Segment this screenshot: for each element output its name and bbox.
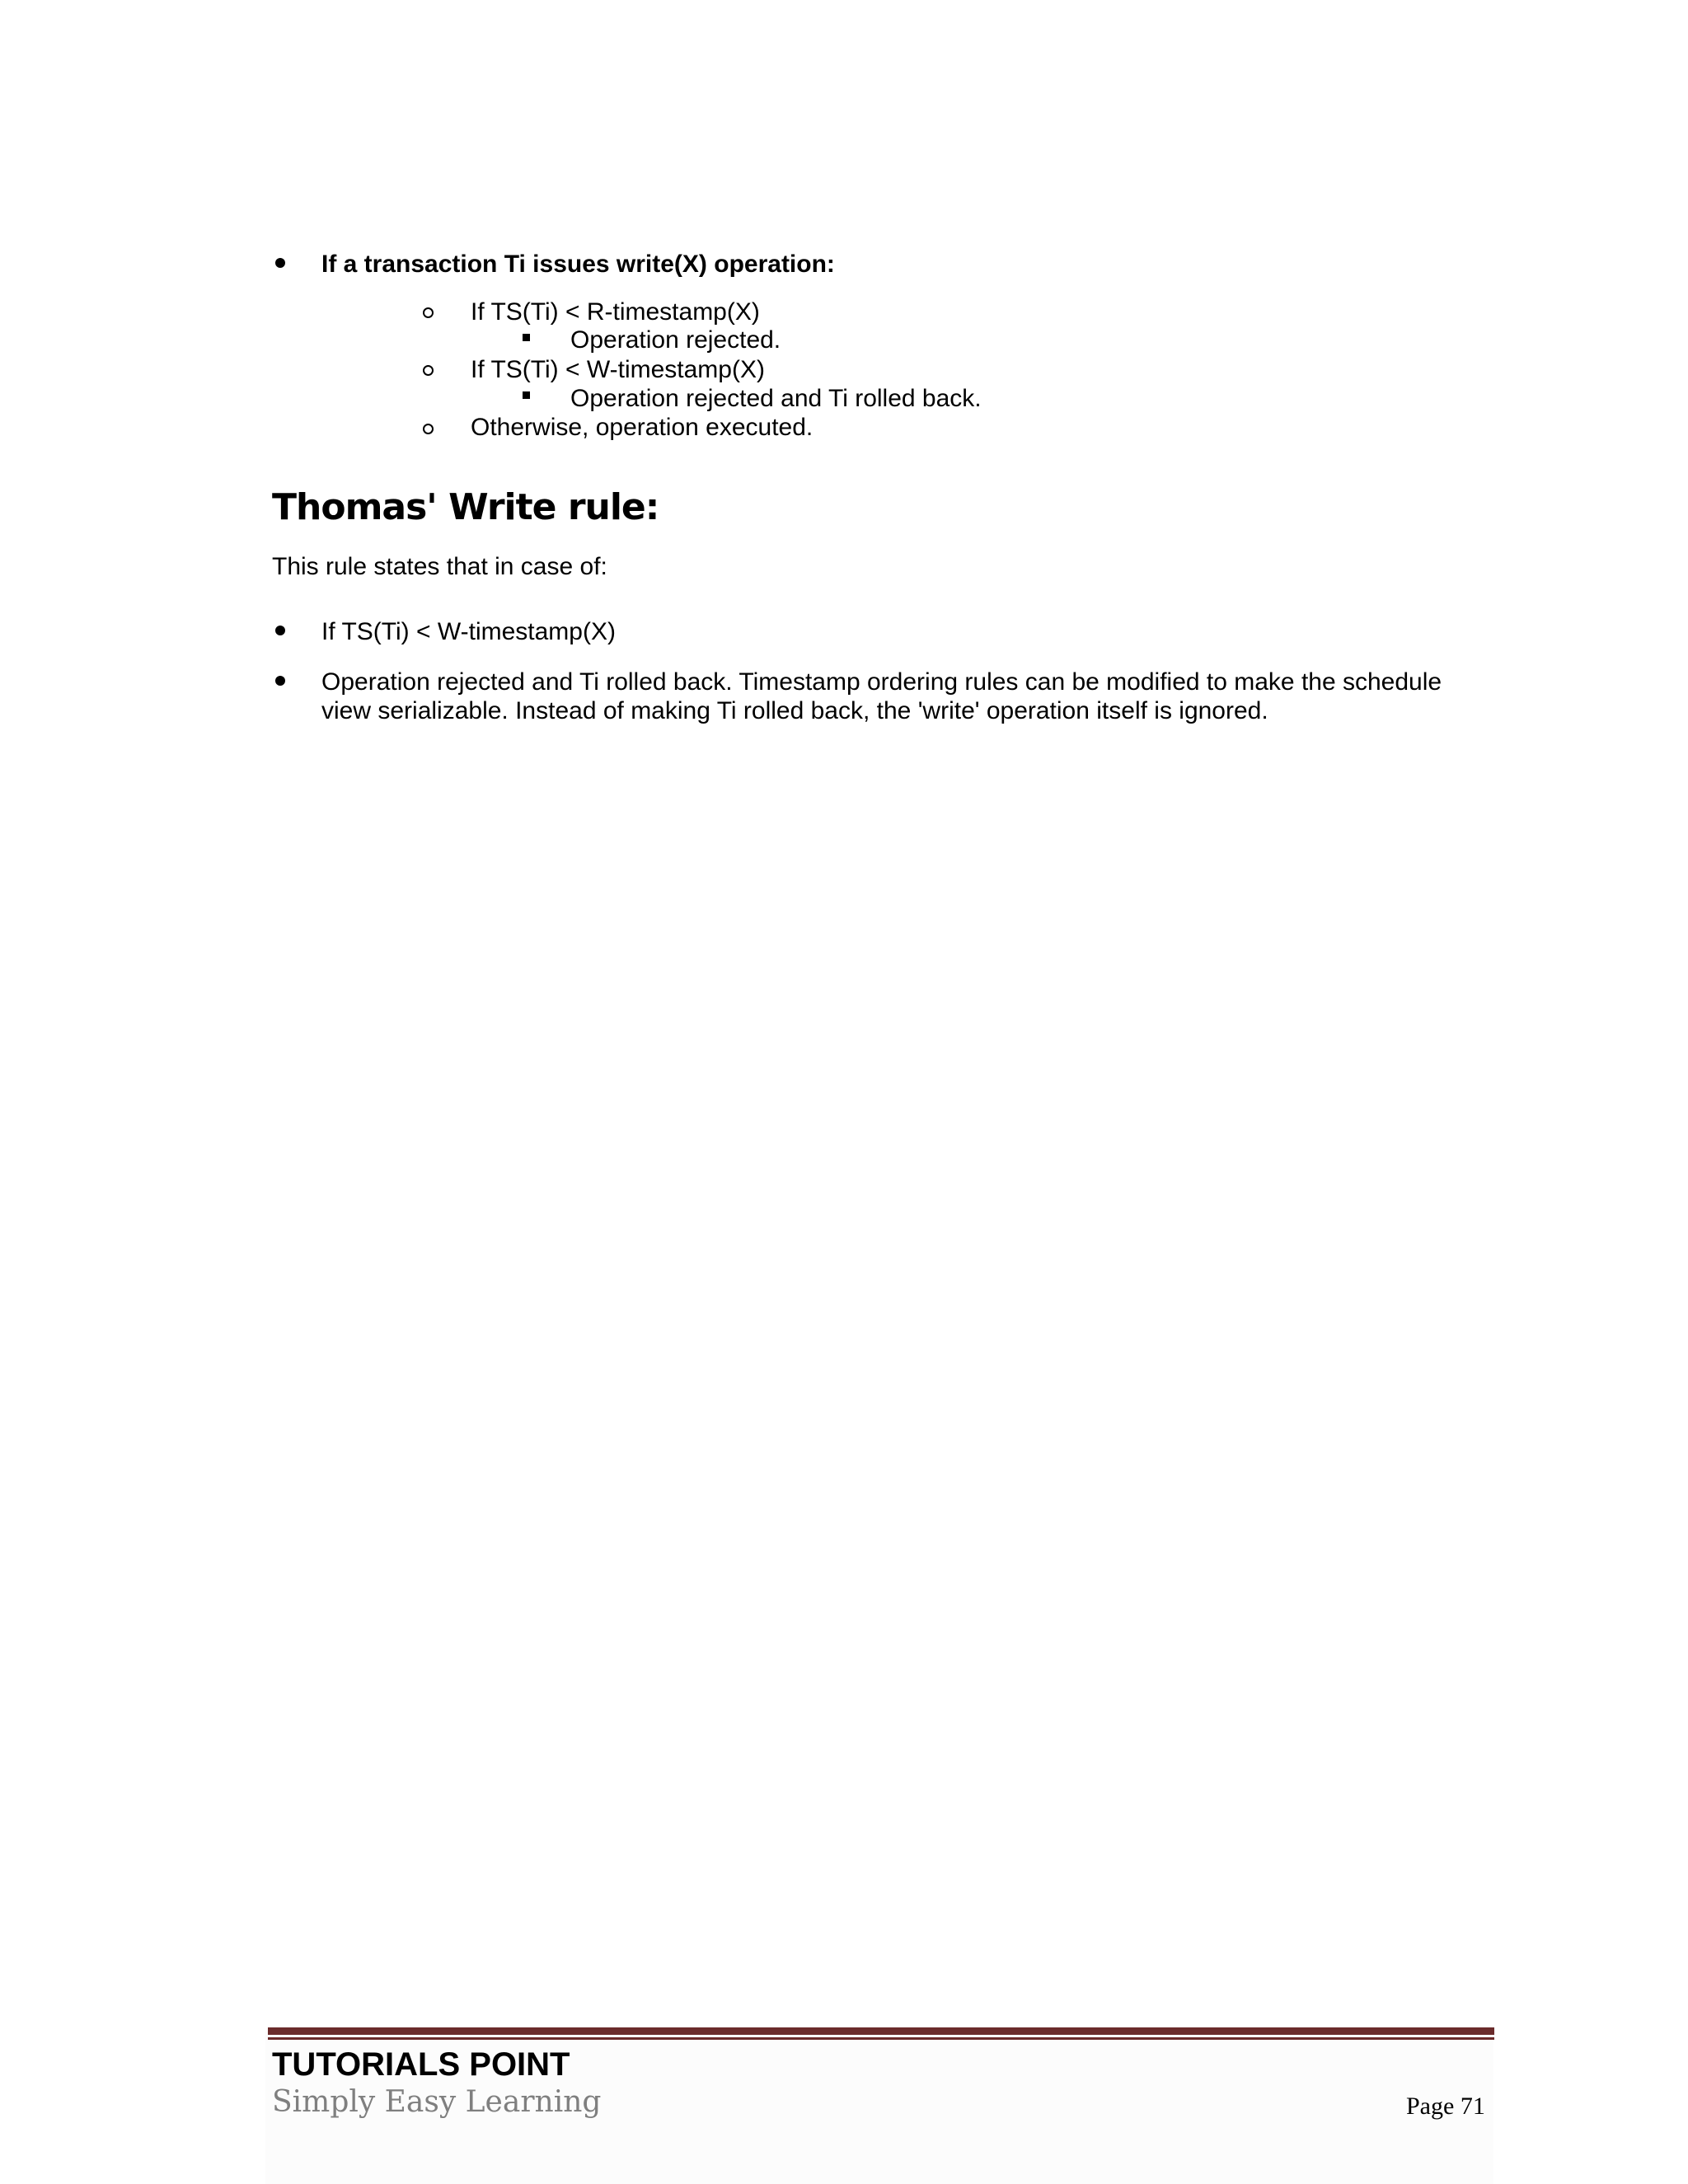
result-rejected: Operation rejected.: [570, 326, 781, 354]
thomas-bullet-explanation-line-1: Operation rejected and Ti rolled back. Timestamp ordering rules can be modified to make the schedule: [321, 668, 1442, 696]
thomas-bullet-condition: If TS(Ti) < W-timestamp(X): [321, 618, 616, 645]
bullet-square: [523, 334, 530, 341]
bullet-circle: [423, 424, 434, 434]
footer-divider: [268, 2027, 1494, 2035]
intro-text: This rule states that in case of:: [272, 553, 607, 580]
condition-otherwise: Otherwise, operation executed.: [471, 414, 814, 441]
page-number: Page 71: [1406, 2093, 1485, 2120]
bullet-dot: [275, 258, 285, 268]
result-rejected-rolled-back: Operation rejected and Ti rolled back.: [570, 385, 982, 412]
thomas-bullet-explanation-line-2: view serializable. Instead of making Ti rolled back, the 'write' operation itself is ignored.: [321, 697, 1268, 724]
footer-tagline: Simply Easy Learning: [272, 2085, 602, 2119]
bullet-square: [523, 391, 530, 399]
footer-divider-thin: [268, 2037, 1494, 2040]
footer-brand: TUTORIALS POINT: [272, 2046, 570, 2083]
write-rule-heading: If a transaction Ti issues write(X) operation:: [321, 251, 835, 278]
bullet-circle: [423, 307, 434, 318]
bullet-dot: [275, 626, 285, 635]
condition-w-timestamp: If TS(Ti) < W-timestamp(X): [471, 356, 765, 383]
bullet-dot: [275, 676, 285, 686]
condition-r-timestamp: If TS(Ti) < R-timestamp(X): [471, 298, 760, 326]
section-title: Thomas' Write rule:: [272, 486, 659, 528]
bullet-circle: [423, 365, 434, 376]
